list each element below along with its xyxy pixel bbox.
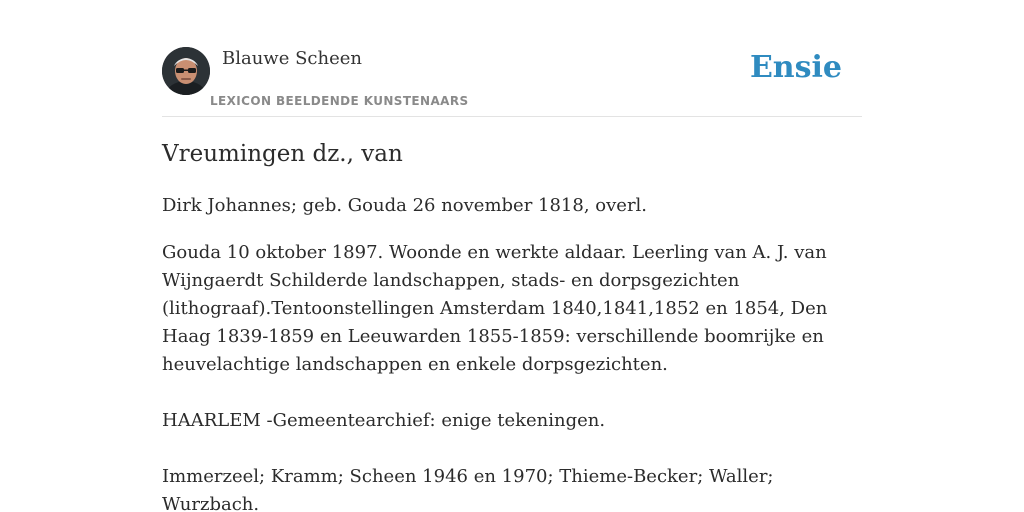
author-name[interactable]: Blauwe Scheen [222, 48, 362, 69]
article-header [162, 44, 862, 117]
article-paragraph: HAARLEM -Gemeentearchief: enige tekeningen. [162, 410, 606, 431]
article-title: Vreumingen dz., van [162, 141, 403, 167]
article-paragraph: Immerzeel; Kramm; Scheen 1946 en 1970; Thieme-Becker; Waller; Wurzbach. [162, 466, 774, 512]
author-avatar[interactable] [162, 47, 210, 95]
avatar-photo-icon [162, 47, 210, 95]
article-paragraph: Dirk Johannes; geb. Gouda 26 november 1818, overl. [162, 195, 648, 216]
collection-name[interactable]: LEXICON BEELDENDE KUNSTENAARS [210, 94, 469, 108]
article-paragraph: Gouda 10 oktober 1897. Woonde en werkte aldaar. Leerling van A. J. van Wijngaerdt Schilderde landschappen, stads- en dorpsgezichten (lithograaf).Tentoonstellingen Amsterdam 1840,1841,1852 en 1854, Den Haag 1839-1859 en Leeuwarden 1855-1859: verschillende boomrijke en heuvelachtige landschappen en enkele dorpsgezichten. [162, 242, 828, 375]
article-body [162, 138, 862, 512]
ensie-logo[interactable]: Ensie [749, 50, 842, 85]
